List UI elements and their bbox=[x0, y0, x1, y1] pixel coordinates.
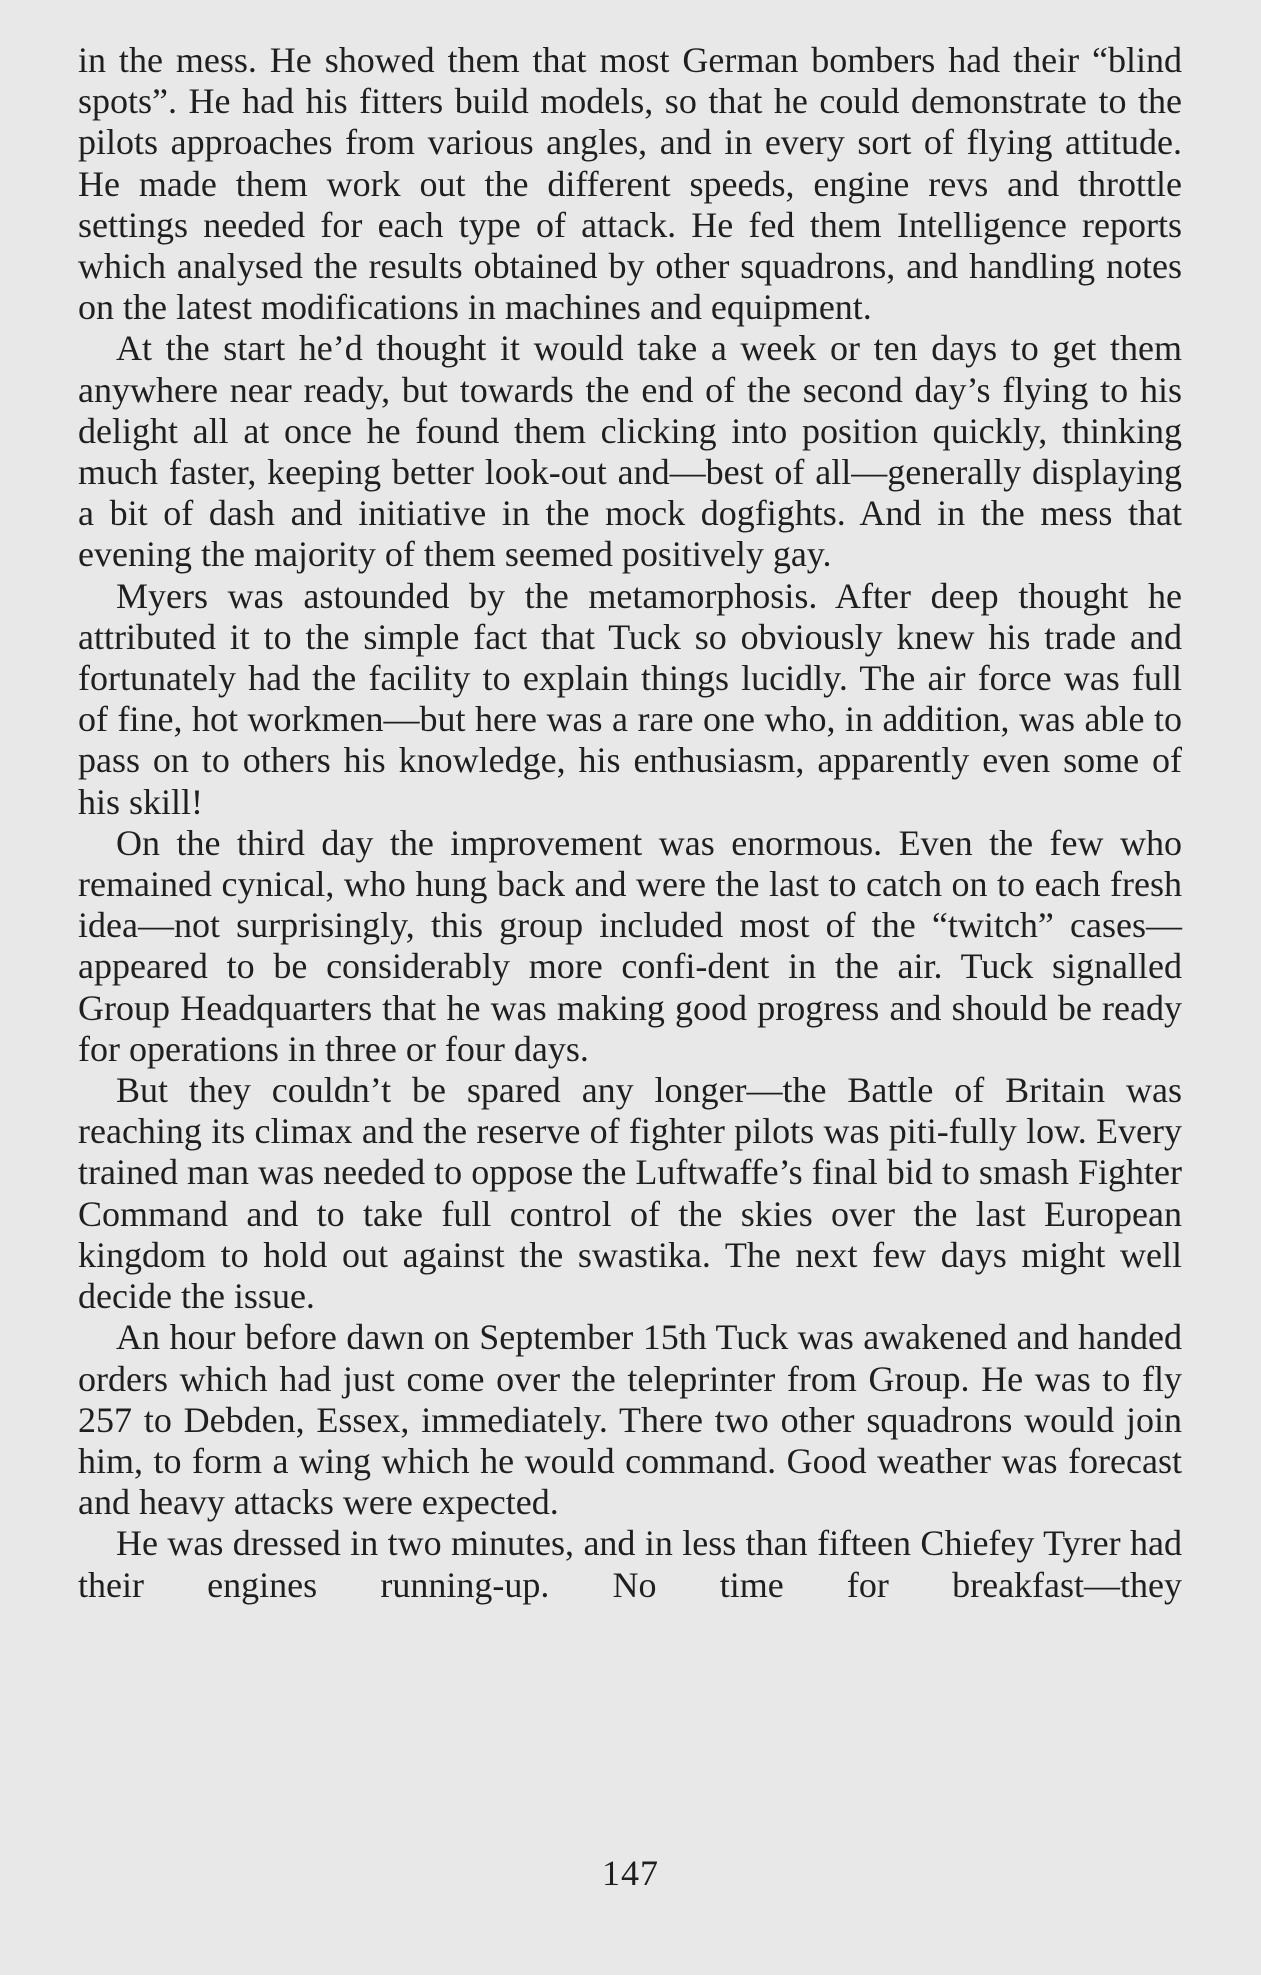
paragraph-2: At the start he’d thought it would take a week or ten days to get them anywhere near ready, but towards the end of the second day’s flying to his delight all at once he found them clicking into position quickly, thinking much faster, keeping better look-out and—best of all—generally displaying a bit of dash and initiative in the mock dogfights. And in the mess that evening the majority of them seemed positively gay. bbox=[78, 328, 1182, 575]
paragraph-4: On the third day the improvement was enormous. Even the few who remained cynical, who hung back and were the last to catch on to each fresh idea—not surprisingly, this group included most of the “twitch” cases—appeared to be considerably more confi-dent in the air. Tuck signalled Group Headquarters that he was making good progress and should be ready for operations in three or four days. bbox=[78, 822, 1182, 1069]
paragraph-1: in the mess. He showed them that most German bombers had their “blind spots”. He had his fitters build models, so that he could demonstrate to the pilots approaches from various angles, and in every sort of flying attitude. He made them work out the different speeds, engine revs and throttle settings needed for each type of attack. He fed them Intelligence reports which analysed the results obtained by other squadrons, and handling notes on the latest modifications in machines and equipment. bbox=[78, 40, 1182, 328]
body-text bbox=[78, 40, 1182, 1606]
paragraph-3: Myers was astounded by the metamorphosis. After deep thought he attributed it to the simple fact that Tuck so obviously knew his trade and fortunately had the facility to explain things lucidly. The air force was full of fine, hot workmen—but here was a rare one who, in addition, was able to pass on to others his knowledge, his enthusiasm, apparently even some of his skill! bbox=[78, 575, 1182, 822]
paragraph-6: An hour before dawn on September 15th Tuck was awakened and handed orders which had just come over the teleprinter from Group. He was to fly 257 to Debden, Essex, immediately. There two other squadrons would join him, to form a wing which he would command. Good weather was forecast and heavy attacks were expected. bbox=[78, 1317, 1182, 1523]
page-number: 147 bbox=[602, 1853, 659, 1893]
paragraph-5: But they couldn’t be spared any longer—the Battle of Britain was reaching its climax and the reserve of fighter pilots was piti-fully low. Every trained man was needed to oppose the Luftwaffe’s final bid to smash Fighter Command and to take full control of the skies over the last European kingdom to hold out against the swastika. The next few days might well decide the issue. bbox=[78, 1070, 1182, 1317]
paragraph-7: He was dressed in two minutes, and in less than fifteen Chiefey Tyrer had their engines running-up. No time for breakfast—they bbox=[78, 1523, 1182, 1605]
